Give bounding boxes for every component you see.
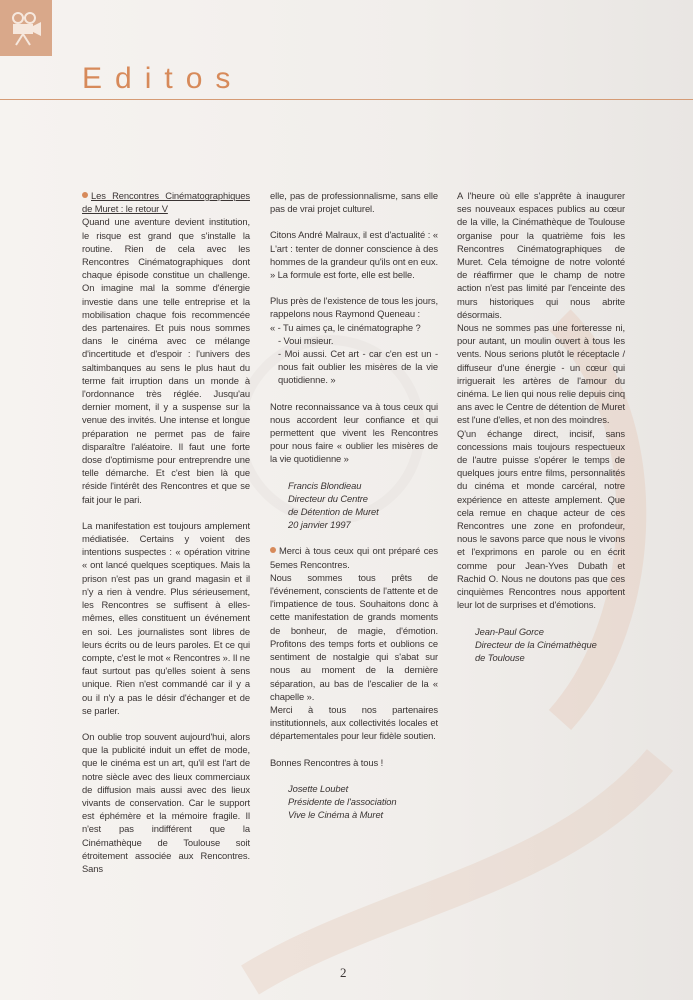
bullet-icon: [82, 192, 88, 198]
signature-block-1: Francis Blondieau Directeur du Centre de Détention de Muret 20 janvier 1997: [288, 479, 379, 531]
movie-camera-icon: [8, 10, 44, 46]
paragraph: elle, pas de professionnalisme, sans elle pas de vrai projet culturel.: [270, 190, 438, 215]
paragraph: Q'un échange direct, incisif, sans concessions mais toujours respectueux de l'autre puisse s'opérer le temps de quelques jours entre films, personnalités du cinéma et monde carcéral, notre expérience en atteste amplement. Que cela remue en chaque acteur de ces Rencontres une zone en profondeur, nous le savons parce que nous le vivons et l'exprimons en parole ou en écrit comme pour Jean-Yves Dubath et Rachid O. Nous ne doutons pas que ces cinquièmes Rencontres nous apportent leur lot de surprises et d'émotions.: [457, 427, 625, 611]
bullet-icon: [270, 547, 276, 553]
paragraph: La manifestation est toujours amplement médiatisée. Certains y voient des intentions suspectes : « opération vitrine « ont lancé quelques sceptiques. Mais la prison n'est pas un grand magasin et il n'y a rien à vendre. Plus sérieusement, les Rencontres se suffisent à elles-mêmes, elles constituent un événement en soi. Les journalistes sont libres de leurs écrits ou de leurs paroles. Et ce qui compte, c'est le mot « Rencontres ». Il ne faut surtout pas qu'elles soient à sens unique. Rien n'est commandé car il y a ou il n'y a pas le désir d'échanger et de se parler.: [82, 519, 250, 716]
paragraph: A l'heure où elle s'apprête à inaugurer ses nouveaux espaces publics au cœur de la ville, la Cinémathèque de Toulouse organise pour la quatrième fois les Rencontres Cinématographiques de Muret. Cela témoigne de notre volonté de réaffirmer que le champ de notre action n'est pas limité par l'enceinte des murs historiques qui nous abrite désormais.: [457, 190, 625, 320]
paragraph: Nous ne sommes pas une forteresse ni, pour autant, un moulin ouvert à tous les vents. Nous serions plutôt le réceptacle / diffuseur d'une énergie - un cœur qui irriguerait les artères de l'amour du cinéma. Le lien qui nous relie depuis cinq ans avec le Centre de détention de Muret est l'une d'elles, et non des moindres.: [457, 322, 625, 426]
paragraph: Quand une aventure devient institution, le risque est grand que s'installe la routine. Rien de cela avec les Rencontres Cinématographiques dont chaque épisode constitue un challenge. On imagine mal la somme d'énergie investie dans une telle entreprise et la mobilisation chaque fois recommencée des partenaires. Et puis nous sommes dans le cinéma avec ce mélange d'incertitude et d'espoir : l'univers des saltimbanques au sens le plus haut du terme fait irruption dans un monde à l'ordonnance très réglée. Jusqu'au dernier moment, il y a suspense sur la venue des invités. Une intense et longue préparation ne permet pas de faire disparaître l'aléatoire. Il faut une forte dose d'optimisme pour entreprendre une telle démarche. Et c'est bien là que réside l'intérêt des Rencontres et que se fait jour le pari.: [82, 216, 250, 505]
title-divider: [0, 99, 693, 100]
paragraph: Bonnes Rencontres à tous !: [270, 756, 384, 768]
camera-logo-box: [0, 0, 52, 56]
column-2: [270, 189, 438, 834]
paragraph: Citons André Malraux, il est d'actualité : « L'art : tenter de donner conscience à des hommes de la grandeur qu'ils ont en eux. » La formule est forte, elle est belle.: [270, 229, 438, 281]
page-title: Editos: [82, 62, 244, 95]
section-heading-2: Merci à tous ceux qui ont préparé ces 5emes Rencontres.: [270, 545, 438, 570]
column-3: [457, 189, 625, 677]
signature-block-3: Jean-Paul Gorce Directeur de la Cinémathèque de Toulouse: [475, 625, 597, 663]
dialog-line: - Voui msieur.: [278, 334, 334, 346]
paragraph: Plus près de l'existence de tous les jours, rappelons nous Raymond Queneau :: [270, 295, 438, 320]
section-heading-1: Les Rencontres Cinématographiques de Muret : le retour V: [82, 190, 250, 215]
paragraph: Nous sommes tous prêts de l'événement, conscients de l'attente et de l'impatience de tous. Souhaitons donc à cette manifestation de grands moments de bonheur, de magie, d'émotion. Profitons des temps forts et oublions ce sentiment de nostalgie qui s'abat sur nous au moment de la dernière séparation, au bas de l'escalier de la « chapelle ».: [270, 571, 438, 702]
page-number: 2: [340, 965, 347, 980]
signature-block-2: Josette Loubet Présidente de l'association Vive le Cinéma à Muret: [288, 782, 397, 821]
paragraph: On oublie trop souvent aujourd'hui, alors que la publicité induit un effet de mode, que le cinéma est un art, qu'il est l'art de notre siècle avec des lieux commerciaux de diffusion mais aussi avec des lieux vivants de conservation. Car le support est éphémère et la mémoire fragile. Il n'est pas indifférent que la Cinémathèque de Toulouse soit étroitement associée aux Rencontres. Sans: [82, 730, 250, 874]
dialog-line: « - Tu aimes ça, le cinématographe ?: [270, 321, 421, 333]
column-1: [82, 189, 250, 888]
paragraph: Merci à tous nos partenaires institutionnels, aux collectivités locales et départementales pour leur fidèle soutien.: [270, 703, 438, 742]
paragraph: Notre reconnaissance va à tous ceux qui nous accordent leur confiance et qui permettent que vivent les Rencontres pour nous faire « oublier les misères de la vie quotidienne »: [270, 400, 438, 465]
dialog-line: - Moi aussi. Cet art - car c'en est un - nous fait oublier les misères de la vie quotidienne. »: [278, 348, 438, 386]
